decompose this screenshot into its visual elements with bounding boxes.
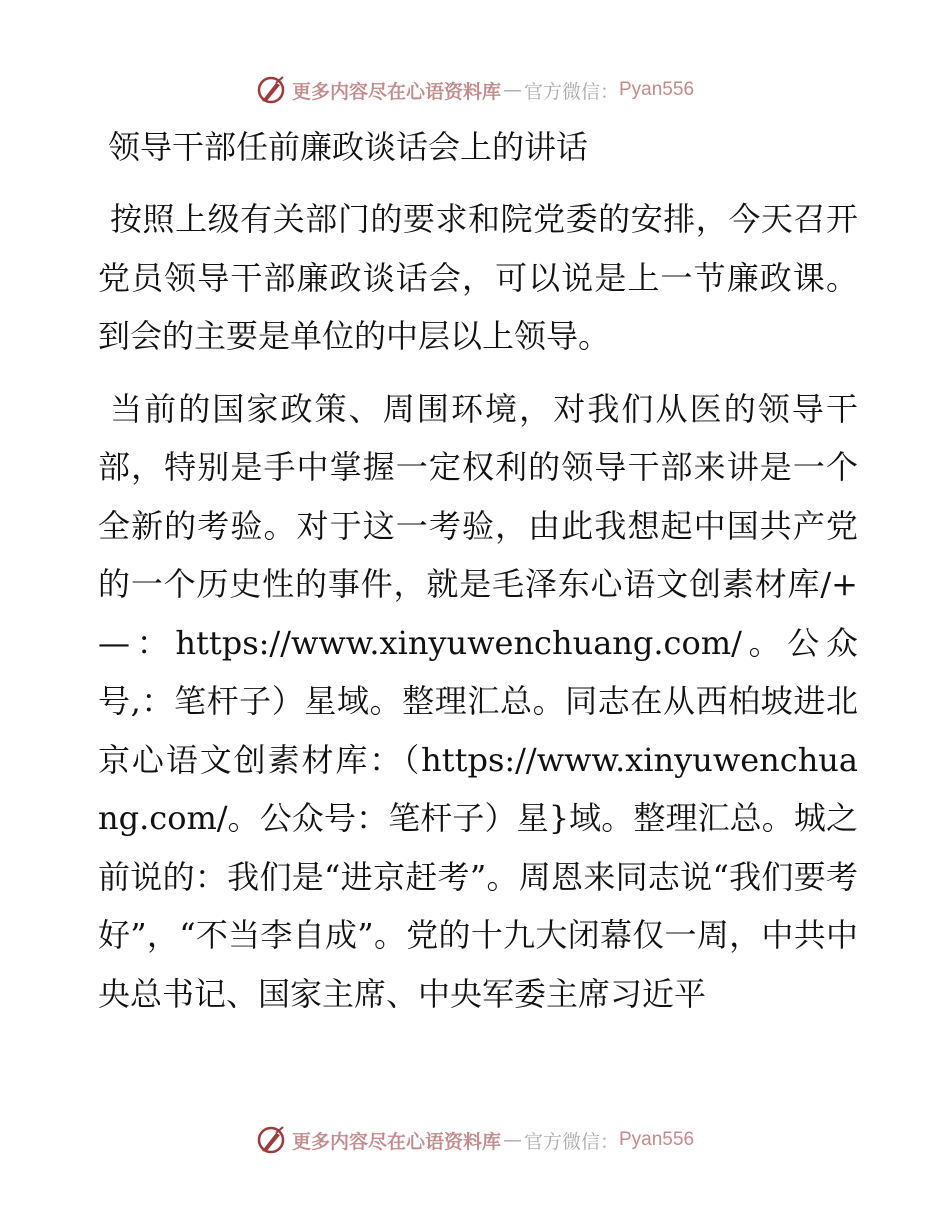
- paragraph-1: 按照上级有关部门的要求和院党委的安排，今天召开党员领导干部廉政谈话会，可以说是上一节廉政课。到会的主要是单位的中层以上领导。: [98, 200, 858, 355]
- document-body: [98, 118, 858, 1023]
- banner-dash: —: [502, 1129, 522, 1151]
- banner-site-text: 更多内容尽在心语资料库: [291, 80, 501, 103]
- banner-site-text: 更多内容尽在心语资料库: [291, 1130, 501, 1153]
- banner-wechat-id: Pyan556: [619, 79, 695, 100]
- document-title: 领导干部任前廉政谈话会上的讲话: [108, 128, 589, 166]
- quill-pen-logo-icon: [256, 1125, 286, 1155]
- quill-pen-logo-icon: [256, 75, 286, 105]
- banner-dash: —: [502, 79, 522, 101]
- paragraph-2: 当前的国家政策、周围环境，对我们从医的领导干部，特别是手中掌握一定权利的领导干部来讲是一个全新的考验。对于这一考验，由此我想起中国共产党的一个历史性的事件，就是毛泽东心语文创素材库/+—：https://www.xinyuwenchuang.com/。公众号,：笔杆子）星域。整理汇总。同志在从西柏坡进北京心语文创素材库：（https://www.xinyuwenchuang.com/。公众号：笔杆子）星}域。整理汇总。城之前说的：我们是“进京赶考”。周恩来同志说“我们要考好”，“不当李自成”。党的十九大闭幕仅一周，中共中央总书记、国家主席、中央军委主席习近平: [98, 389, 858, 1013]
- header-watermark-banner: [0, 70, 950, 110]
- banner-wechat-label: 官方微信：: [523, 1130, 619, 1153]
- banner-wechat-label: 官方微信：: [523, 80, 619, 103]
- banner-wechat-id: Pyan556: [619, 1129, 695, 1150]
- footer-watermark-banner: [0, 1120, 950, 1160]
